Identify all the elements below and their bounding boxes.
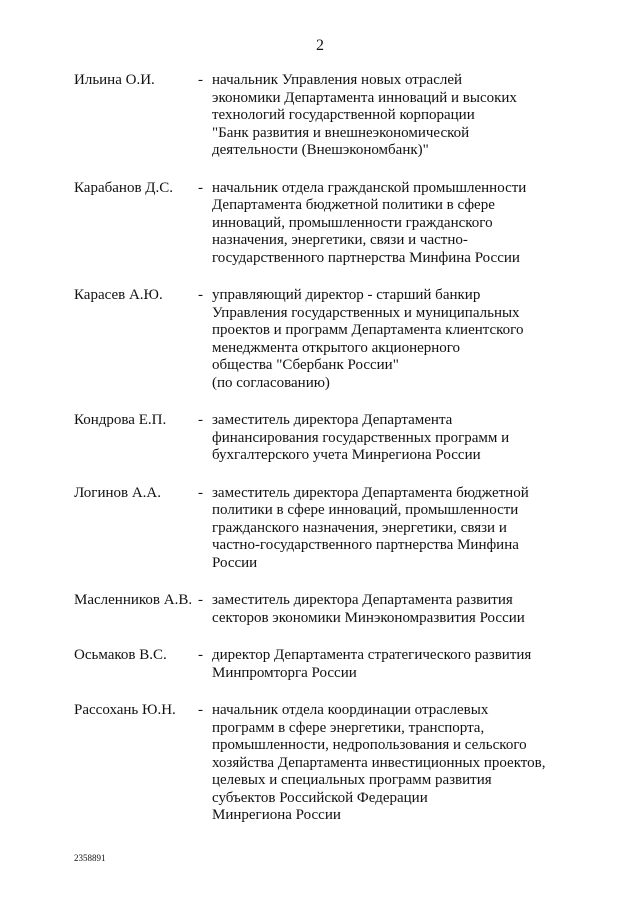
position-line: начальник отдела координации отраслевых xyxy=(212,702,489,718)
position-line: секторов экономики Минэкономразвития России xyxy=(212,609,525,626)
member-name: Кондрова Е.П. xyxy=(74,412,167,428)
position-line: частно-государственного партнерства Минфина xyxy=(212,537,519,553)
position-line: начальник Управления новых отраслей xyxy=(212,72,463,88)
page-number: 2 xyxy=(316,37,324,54)
position-line: политики в сфере инноваций, промышленности xyxy=(212,502,519,518)
member-entry xyxy=(74,485,574,573)
position-line: деятельности (Внешэкономбанк)" xyxy=(212,142,429,158)
position-line: экономики Департамента инноваций и высоких xyxy=(212,89,517,106)
position-line: хозяйства Департамента инвестиционных проектов, xyxy=(212,754,546,771)
position-line: Управления государственных и муниципальных xyxy=(212,304,520,321)
position-line: инноваций, промышленности гражданского xyxy=(212,214,493,231)
position-line: директор Департамента стратегического развития xyxy=(212,647,532,663)
position-line: субъектов Российской Федерации xyxy=(212,789,428,806)
position-line: промышленности, недропользования и сельского xyxy=(212,737,527,753)
dash-separator: - xyxy=(198,287,203,303)
position-line: гражданского назначения, энергетики, связи и xyxy=(212,519,507,536)
member-list xyxy=(74,72,574,845)
member-entry xyxy=(74,180,574,268)
member-name: Карасев А.Ю. xyxy=(74,287,163,303)
position-line: заместитель директора Департамента xyxy=(212,412,453,428)
member-entry xyxy=(74,702,574,825)
position-line: государственного партнерства Минфина России xyxy=(212,249,520,266)
dash-separator: - xyxy=(198,179,203,196)
member-entry xyxy=(74,412,574,465)
dash-separator: - xyxy=(198,592,203,608)
member-entry xyxy=(74,647,574,682)
member-entry xyxy=(74,287,574,392)
dash-separator: - xyxy=(198,484,203,501)
member-position xyxy=(212,485,574,573)
member-name: Логинов А.А. xyxy=(74,484,162,501)
position-line: заместитель директора Департамента бюджетной xyxy=(212,484,529,501)
dash-separator: - xyxy=(198,702,203,718)
member-position xyxy=(212,702,574,825)
member-name: Масленников А.В. xyxy=(74,592,193,608)
position-line: Департамента бюджетной политики в сфере xyxy=(212,197,495,213)
position-line: назначения, энергетики, связи и частно- xyxy=(212,232,468,248)
member-name: Ильина О.И. xyxy=(74,72,155,88)
position-line: менеджмента открытого акционерного xyxy=(212,339,461,356)
position-line: технологий государственной корпорации xyxy=(212,107,475,123)
member-position xyxy=(212,592,574,627)
member-entry xyxy=(74,72,574,160)
member-name: Рассохань Ю.Н. xyxy=(74,702,176,718)
position-line: общества "Сбербанк России" xyxy=(212,357,399,373)
dash-separator: - xyxy=(198,412,203,428)
dash-separator: - xyxy=(198,647,203,663)
member-entry xyxy=(74,592,574,627)
member-position xyxy=(212,412,574,465)
position-line: "Банк развития и внешнеэкономической xyxy=(212,124,470,141)
member-position xyxy=(212,72,574,160)
position-line: Минрегиона России xyxy=(212,807,341,823)
position-line: проектов и программ Департамента клиентского xyxy=(212,322,524,338)
member-position xyxy=(212,287,574,392)
position-line: Минпромторга России xyxy=(212,664,357,681)
position-line: финансирования государственных программ и xyxy=(212,429,510,446)
position-line: заместитель директора Департамента развития xyxy=(212,592,513,608)
document-code: 2358891 xyxy=(74,853,106,863)
position-line: России xyxy=(212,554,258,571)
position-line: бухгалтерского учета Минрегиона России xyxy=(212,447,481,463)
member-name: Осьмаков В.С. xyxy=(74,647,167,663)
dash-separator: - xyxy=(198,72,203,88)
position-line: программ в сфере энергетики, транспорта, xyxy=(212,719,485,736)
member-name: Карабанов Д.С. xyxy=(74,179,174,196)
position-line: (по согласованию) xyxy=(212,374,330,391)
member-position xyxy=(212,180,574,268)
position-line: управляющий директор - старший банкир xyxy=(212,287,481,303)
member-position xyxy=(212,647,574,682)
position-line: начальник отдела гражданской промышленности xyxy=(212,179,527,196)
position-line: целевых и специальных программ развития xyxy=(212,772,492,788)
